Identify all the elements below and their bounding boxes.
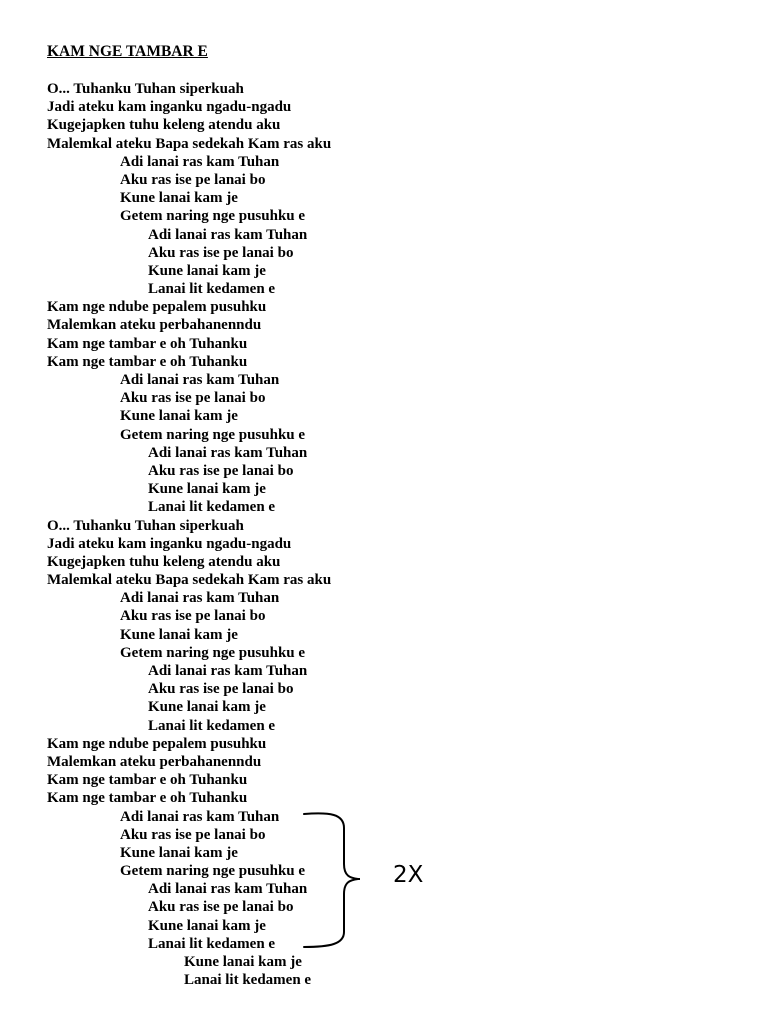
lyric-line: Kune lanai kam je xyxy=(120,190,238,207)
lyric-line: Kune lanai kam je xyxy=(120,626,238,643)
lyric-line: Malemkan ateku perbahanenndu xyxy=(47,317,262,334)
lyric-line: Malemkan ateku perbahanenndu xyxy=(47,753,262,770)
lyric-line: Kune lanai kam je xyxy=(184,954,302,970)
lyric-line: Adi lanai ras kam Tuhan xyxy=(120,590,280,607)
lyric-line: Getem naring nge pusuhku e xyxy=(120,644,306,661)
lyric-line: Adi lanai ras kam Tuhan xyxy=(148,881,308,898)
lyric-line: Adi lanai ras kam Tuhan xyxy=(148,663,308,679)
lyric-line: Adi lanai ras kam Tuhan xyxy=(120,372,280,388)
lyric-line: Lanai lit kedamen e xyxy=(148,281,276,298)
repeat-mark: 2X xyxy=(393,862,424,888)
repeat-brace-icon xyxy=(300,808,360,952)
song-title: KAM NGE TAMBAR E xyxy=(47,43,208,60)
lyric-line: Kam nge ndube pepalem pusuhku xyxy=(47,735,267,752)
lyric-line: Malemkal ateku Bapa sedekah Kam ras aku xyxy=(47,572,332,589)
lyric-line: Kugejapken tuhu keleng atendu aku xyxy=(47,553,281,570)
lyric-line: Adi lanai ras kam Tuhan xyxy=(120,153,280,170)
lyric-line: Kam nge ndube pepalem pusuhku xyxy=(47,299,267,316)
lyric-line: Aku ras ise pe lanai bo xyxy=(120,171,266,188)
lyric-line: Jadi ateku kam inganku ngadu-ngadu xyxy=(47,99,292,116)
lyric-line: Kam nge tambar e oh Tuhanku xyxy=(47,353,248,370)
lyric-line: Aku ras ise pe lanai bo xyxy=(148,462,294,479)
lyric-line: Getem naring nge pusuhku e xyxy=(120,208,306,225)
lyric-line: Kune lanai kam je xyxy=(120,408,238,425)
lyric-line: Getem naring nge pusuhku e xyxy=(120,863,306,880)
lyric-line: Getem naring nge pusuhku e xyxy=(120,426,306,443)
lyric-line: Aku ras ise pe lanai bo xyxy=(120,826,266,843)
lyric-line: Malemkal ateku Bapa sedekah Kam ras aku xyxy=(47,135,332,152)
lyric-line: Kune lanai kam je xyxy=(120,844,238,861)
lyric-line: Kam nge tambar e oh Tuhanku xyxy=(47,772,248,789)
lyrics-body xyxy=(0,80,768,989)
lyric-line: Adi lanai ras kam Tuhan xyxy=(148,444,308,461)
lyric-line: Adi lanai ras kam Tuhan xyxy=(120,808,280,825)
lyric-line: Kune lanai kam je xyxy=(148,917,266,934)
lyric-line: Kugejapken tuhu keleng atendu aku xyxy=(47,117,281,134)
lyric-line: Jadi ateku kam inganku ngadu-ngadu xyxy=(47,535,292,552)
lyric-line: Aku ras ise pe lanai bo xyxy=(148,681,294,698)
lyric-line: Aku ras ise pe lanai bo xyxy=(120,390,266,407)
lyric-line: Kune lanai kam je xyxy=(148,481,266,498)
lyric-line: Adi lanai ras kam Tuhan xyxy=(148,226,308,243)
lyric-line: O... Tuhanku Tuhan siperkuah xyxy=(47,517,244,534)
lyric-line: Kune lanai kam je xyxy=(148,262,266,279)
lyric-line: Aku ras ise pe lanai bo xyxy=(148,244,294,261)
lyric-line: O... Tuhanku Tuhan siperkuah xyxy=(47,81,244,97)
lyric-line: Lanai lit kedamen e xyxy=(184,972,312,989)
lyric-line: Lanai lit kedamen e xyxy=(148,717,276,734)
lyric-line: Aku ras ise pe lanai bo xyxy=(120,608,266,625)
lyric-line: Kam nge tambar e oh Tuhanku xyxy=(47,335,248,352)
lyric-line: Aku ras ise pe lanai bo xyxy=(148,899,294,916)
lyric-line: Kam nge tambar e oh Tuhanku xyxy=(47,790,248,807)
lyric-line: Lanai lit kedamen e xyxy=(148,499,276,516)
lyric-line: Lanai lit kedamen e xyxy=(148,935,276,952)
lyric-line: Kune lanai kam je xyxy=(148,699,266,716)
